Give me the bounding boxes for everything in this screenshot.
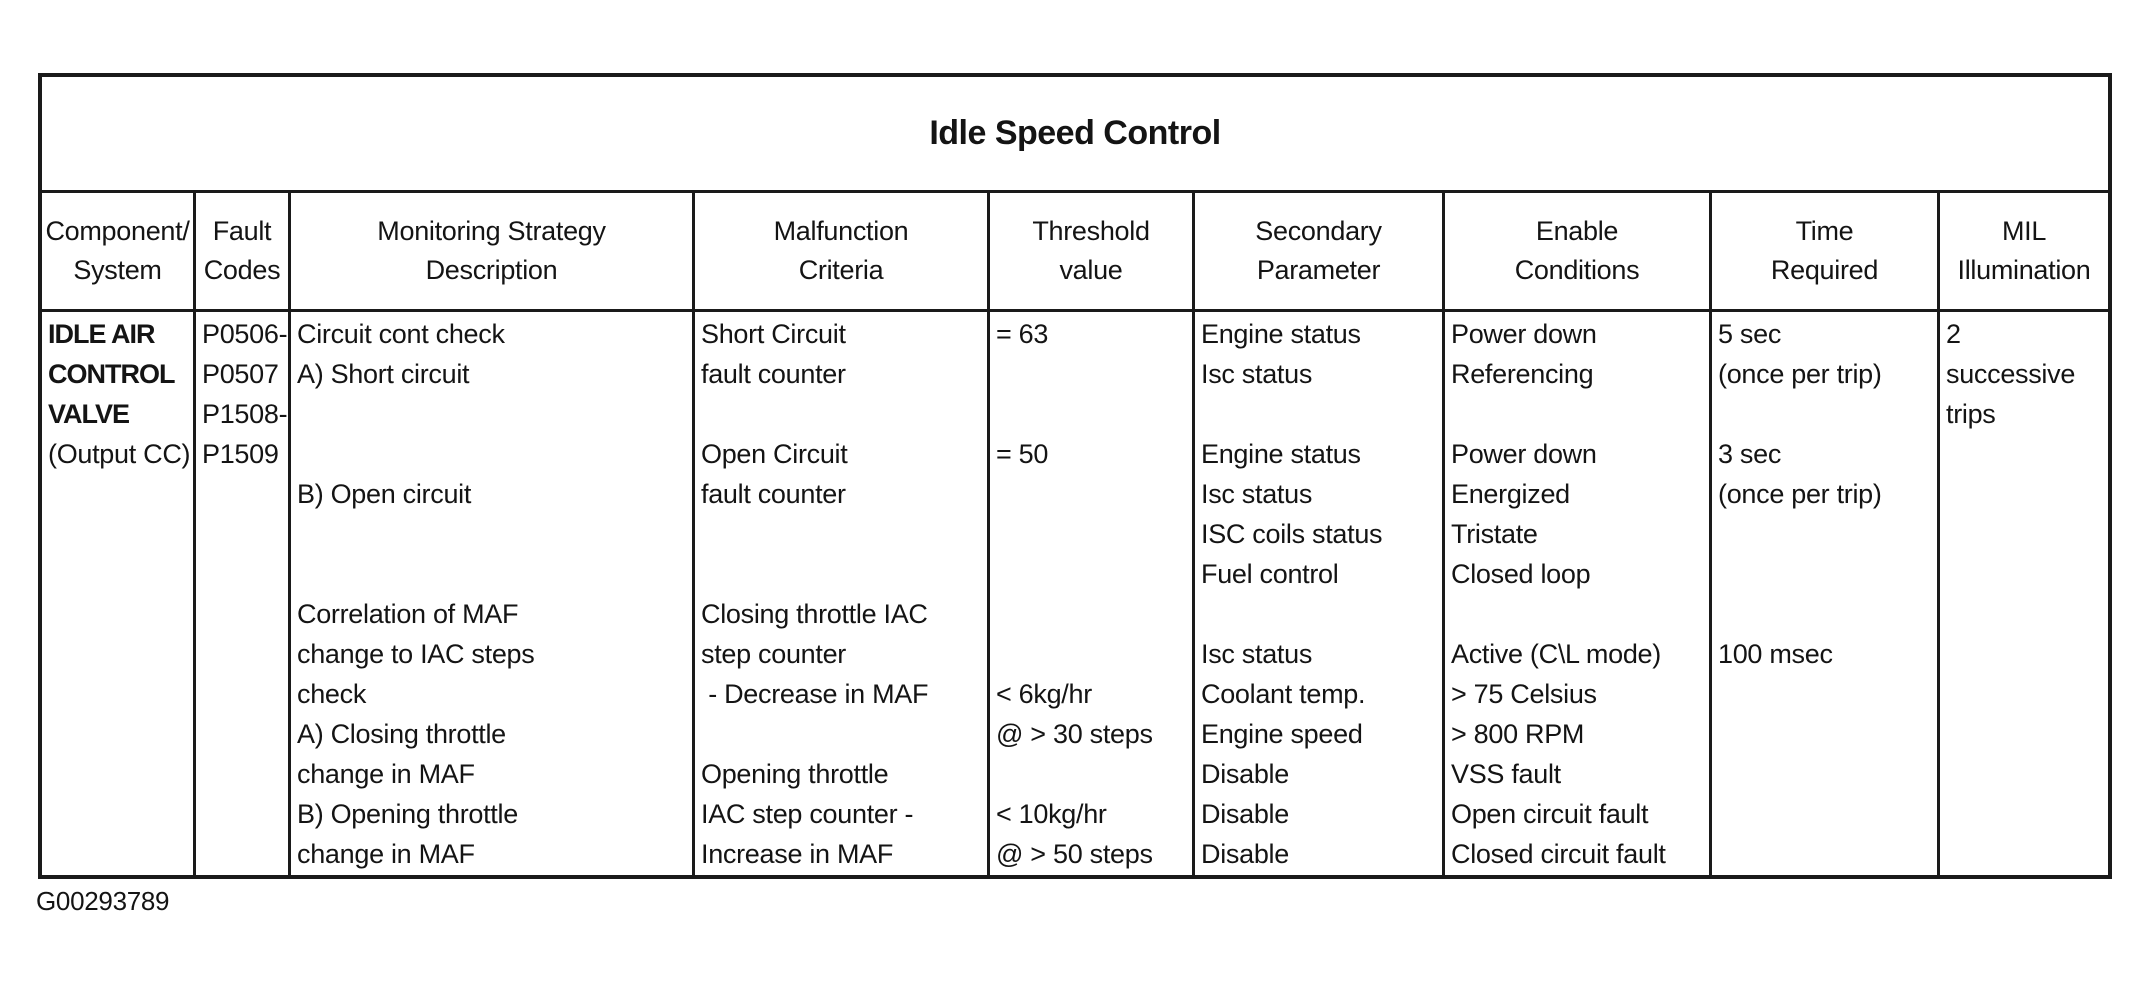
cell-text-line: 2 xyxy=(1946,319,1961,349)
cell-text-line: Circuit cont check xyxy=(297,319,505,349)
cell-text-line xyxy=(202,594,286,634)
cell-text-line xyxy=(1946,834,2106,874)
cell-text-line: Closed loop xyxy=(1451,559,1591,589)
cell-text-line xyxy=(1451,594,1707,634)
table-header-row xyxy=(42,193,2108,312)
header-label-line: System xyxy=(73,255,162,285)
cell-text-line xyxy=(1718,794,1935,834)
header-label-line: Description xyxy=(425,255,558,285)
cell-text-line: Power down xyxy=(1451,439,1597,469)
cell-text-line xyxy=(297,434,690,474)
cell-text-line xyxy=(48,834,191,874)
table-title: Idle Speed Control xyxy=(42,77,2108,193)
cell-text-line xyxy=(48,634,191,674)
cell-text-line xyxy=(996,514,1190,554)
header-cell-enable-conditions xyxy=(1445,193,1712,309)
cell-text-line xyxy=(996,554,1190,594)
table-body-row xyxy=(42,312,2108,875)
header-cell-mil-illumination xyxy=(1940,193,2108,309)
cell-text-line xyxy=(48,674,191,714)
cell-text-line: Closing throttle IAC xyxy=(701,599,928,629)
cell-text-line: 3 sec xyxy=(1718,439,1782,469)
cell-text-line: Referencing xyxy=(1451,359,1594,389)
header-label-line: Secondary xyxy=(1255,216,1382,246)
cell-text-line xyxy=(996,754,1190,794)
header-cell-fault-codes xyxy=(196,193,291,309)
header-label-line: Malfunction xyxy=(773,216,909,246)
cell-text-line xyxy=(202,754,286,794)
cell-text-line: > 800 RPM xyxy=(1451,719,1585,749)
cell-text-line: B) Open circuit xyxy=(297,479,472,509)
cell-text-line xyxy=(48,514,191,554)
cell-text-line: change in MAF xyxy=(297,759,475,789)
cell-text-line: Isc status xyxy=(1201,359,1313,389)
cell-text-line xyxy=(996,354,1190,394)
cell-text-line xyxy=(1451,394,1707,434)
cell-text-line: A) Short circuit xyxy=(297,359,470,389)
cell-text-line: @ > 50 steps xyxy=(996,839,1153,869)
header-label-line: Required xyxy=(1770,255,1879,285)
cell-text-line xyxy=(297,554,690,594)
header-label-line: MIL xyxy=(2001,216,2047,246)
cell-text-line: (once per trip) xyxy=(1718,479,1882,509)
cell-text-line: P1508- xyxy=(202,399,288,429)
header-label-line: Enable xyxy=(1535,216,1619,246)
graphic-id-label: G00293789 xyxy=(36,886,170,916)
header-label-line: Fault xyxy=(212,216,272,246)
cell-text-line: step counter xyxy=(701,639,846,669)
cell-text-line xyxy=(1718,754,1935,794)
cell-text-line: < 6kg/hr xyxy=(996,679,1092,709)
cell-text-line xyxy=(1946,554,2106,594)
body-cell-component-system xyxy=(42,312,196,875)
body-cell-enable-conditions xyxy=(1445,312,1712,875)
cell-text-line: Isc status xyxy=(1201,639,1313,669)
header-cell-malfunction-criteria xyxy=(695,193,990,309)
cell-text-line: VALVE xyxy=(48,399,130,429)
cell-text-line: trips xyxy=(1946,399,1996,429)
cell-text-line xyxy=(202,474,286,514)
cell-text-line: Closed circuit fault xyxy=(1451,839,1666,869)
header-label-line: Conditions xyxy=(1514,255,1640,285)
cell-text-line xyxy=(202,714,286,754)
cell-text-line xyxy=(996,634,1190,674)
header-label-line: Component/ xyxy=(45,216,190,246)
cell-text-line xyxy=(1718,514,1935,554)
cell-text-line: B) Opening throttle xyxy=(297,799,518,829)
cell-text-line xyxy=(1718,674,1935,714)
cell-text-line: P0507 xyxy=(202,359,279,389)
cell-text-line xyxy=(1718,834,1935,874)
cell-text-line: 5 sec xyxy=(1718,319,1782,349)
body-cell-threshold-value xyxy=(990,312,1195,875)
cell-text-line xyxy=(1946,634,2106,674)
cell-text-line: Correlation of MAF xyxy=(297,599,519,629)
cell-text-line xyxy=(701,394,985,434)
cell-text-line xyxy=(1718,594,1935,634)
cell-text-line: CONTROL xyxy=(48,359,175,389)
cell-text-line: fault counter xyxy=(701,359,846,389)
cell-text-line xyxy=(202,834,286,874)
cell-text-line xyxy=(701,554,985,594)
cell-text-line xyxy=(1946,674,2106,714)
cell-text-line: = 63 xyxy=(996,319,1049,349)
cell-text-line: Disable xyxy=(1201,839,1289,869)
cell-text-line: Opening throttle xyxy=(701,759,889,789)
cell-text-line: (once per trip) xyxy=(1718,359,1882,389)
cell-text-line: Engine status xyxy=(1201,319,1361,349)
cell-text-line xyxy=(1201,594,1440,634)
header-cell-component-system xyxy=(42,193,196,309)
cell-text-line xyxy=(202,554,286,594)
header-cell-monitoring-strategy-description xyxy=(291,193,695,309)
header-cell-threshold-value xyxy=(990,193,1195,309)
cell-text-line: - Decrease in MAF xyxy=(701,679,929,709)
cell-text-line xyxy=(48,794,191,834)
cell-text-line: A) Closing throttle xyxy=(297,719,506,749)
cell-text-line: Engine speed xyxy=(1201,719,1363,749)
header-label-line: Illumination xyxy=(1957,255,2091,285)
header-cell-time-required xyxy=(1712,193,1940,309)
header-label-line: Monitoring Strategy xyxy=(377,216,606,246)
cell-text-line xyxy=(48,754,191,794)
cell-text-line xyxy=(48,474,191,514)
cell-text-line xyxy=(1718,714,1935,754)
cell-text-line: IAC step counter - xyxy=(701,799,914,829)
cell-text-line: Fuel control xyxy=(1201,559,1339,589)
cell-text-line xyxy=(202,794,286,834)
header-cell-secondary-parameter xyxy=(1195,193,1445,309)
cell-text-line xyxy=(48,554,191,594)
cell-text-line: Disable xyxy=(1201,759,1289,789)
cell-text-line: P1509 xyxy=(202,439,279,469)
cell-text-line xyxy=(297,394,690,434)
header-label-line: Criteria xyxy=(798,255,884,285)
header-label-line: Parameter xyxy=(1256,255,1381,285)
body-cell-fault-codes xyxy=(196,312,291,875)
cell-text-line xyxy=(1946,714,2106,754)
cell-text-line xyxy=(1946,794,2106,834)
cell-text-line: P0506- xyxy=(202,319,288,349)
cell-text-line xyxy=(1718,394,1935,434)
cell-text-line: Open Circuit xyxy=(701,439,848,469)
body-cell-time-required xyxy=(1712,312,1940,875)
cell-text-line: Short Circuit xyxy=(701,319,846,349)
cell-text-line: = 50 xyxy=(996,439,1049,469)
cell-text-line xyxy=(1946,754,2106,794)
cell-text-line: fault counter xyxy=(701,479,846,509)
cell-text-line xyxy=(1718,554,1935,594)
cell-text-line: Tristate xyxy=(1451,519,1538,549)
cell-text-line: change to IAC steps xyxy=(297,639,535,669)
cell-text-line: 100 msec xyxy=(1718,639,1833,669)
cell-text-line: Power down xyxy=(1451,319,1597,349)
cell-text-line: Isc status xyxy=(1201,479,1313,509)
cell-text-line xyxy=(1201,394,1440,434)
idle-speed-control-table xyxy=(38,73,2112,879)
cell-text-line: @ > 30 steps xyxy=(996,719,1153,749)
cell-text-line: Open circuit fault xyxy=(1451,799,1649,829)
cell-text-line xyxy=(701,514,985,554)
cell-text-line xyxy=(202,634,286,674)
cell-text-line xyxy=(996,474,1190,514)
cell-text-line: Coolant temp. xyxy=(1201,679,1366,709)
cell-text-line: < 10kg/hr xyxy=(996,799,1107,829)
header-label-line: Time xyxy=(1795,216,1854,246)
cell-text-line: (Output CC) xyxy=(48,439,191,469)
cell-text-line: IDLE AIR xyxy=(48,319,155,349)
cell-text-line xyxy=(48,714,191,754)
cell-text-line: Energized xyxy=(1451,479,1570,509)
cell-text-line: ISC coils status xyxy=(1201,519,1383,549)
cell-text-line xyxy=(1946,594,2106,634)
body-cell-malfunction-criteria xyxy=(695,312,990,875)
cell-text-line xyxy=(202,674,286,714)
cell-text-line xyxy=(297,514,690,554)
cell-text-line: Active (C\L mode) xyxy=(1451,639,1661,669)
cell-text-line xyxy=(701,714,985,754)
cell-text-line: Disable xyxy=(1201,799,1289,829)
cell-text-line: Engine status xyxy=(1201,439,1361,469)
cell-text-line xyxy=(1946,514,2106,554)
cell-text-line xyxy=(996,594,1190,634)
cell-text-line: change in MAF xyxy=(297,839,475,869)
cell-text-line: Increase in MAF xyxy=(701,839,894,869)
cell-text-line: check xyxy=(297,679,367,709)
body-cell-mil-illumination xyxy=(1940,312,2108,875)
cell-text-line xyxy=(202,514,286,554)
cell-text-line xyxy=(996,394,1190,434)
header-label-line: value xyxy=(1059,255,1123,285)
header-label-line: Threshold xyxy=(1032,216,1150,246)
cell-text-line: successive xyxy=(1946,359,2076,389)
body-cell-monitoring-strategy-description xyxy=(291,312,695,875)
header-label-line: Codes xyxy=(203,255,281,285)
body-cell-secondary-parameter xyxy=(1195,312,1445,875)
cell-text-line: > 75 Celsius xyxy=(1451,679,1597,709)
cell-text-line xyxy=(1946,474,2106,514)
cell-text-line xyxy=(48,594,191,634)
cell-text-line xyxy=(1946,434,2106,474)
cell-text-line: VSS fault xyxy=(1451,759,1561,789)
